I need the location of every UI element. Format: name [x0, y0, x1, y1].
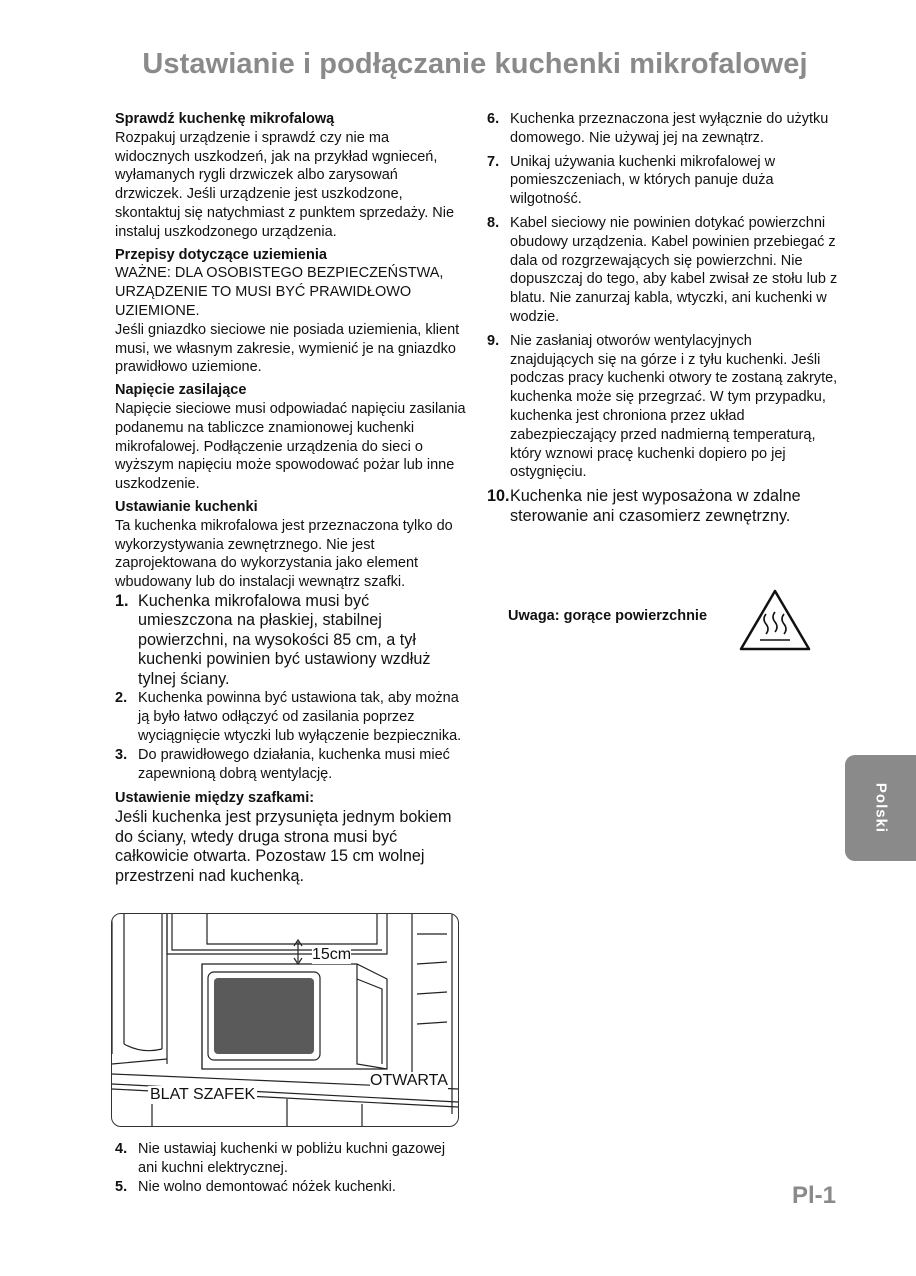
list-item: 10. Kuchenka nie jest wyposażona w zdalne sterowanie ani czasomierz zewnętrzny. — [487, 487, 801, 525]
list-item: 8. Kabel sieciowy nie powinien dotykać powierzchni obudowy urządzenia. Kabel powinien przebiegać z dala od rozgrzewających się powierzchni. Nie dopuszczaj do tego, aby kabel zwisał ze stołu lub z blatu. Nie zanurzaj kabla, wtyczki, ani kuchenki w wodzie. — [487, 214, 838, 325]
list-item: 2. Kuchenka powinna być ustawiona tak, aby można ją było łatwo odłączyć od zasilania poprzez wyciągnięcie wtyczki lub wyłączenie bezpiecznika. — [115, 690, 462, 745]
section-voltage — [115, 381, 467, 494]
section-text: Jeśli gniazdko sieciowe nie posiada uziemienia, klient musi, we własnym zakresie, wymienić je na gniazdko prawidłowo uziemione. — [115, 321, 460, 376]
bottom-list — [115, 1140, 467, 1196]
section-heading: Przepisy dotyczące uziemienia — [115, 246, 327, 263]
section-caps-text: WAŻNE: DLA OSOBISTEGO BEZPIECZEŃSTWA, URZĄDZENIE TO MUSI BYĆ PRAWIDŁOWO UZIEMIONE. — [115, 265, 444, 319]
section-grounding — [115, 246, 467, 378]
page-number: Pl-1 — [792, 1182, 837, 1209]
list-item: 7. Unikaj używania kuchenki mikrofalowej w pomieszczeniach, w których panuje duża wilgotność. — [487, 153, 776, 208]
list-item: 1. Kuchenka mikrofalowa musi być umieszczona na płaskiej, stabilnej powierzchni, na wysokości 85 cm, a tył kuchenki powinien być ustawiony wzdłuż tylnej ściany. — [115, 591, 431, 688]
hot-surface-icon — [738, 588, 812, 652]
list-item: 9. Nie zasłaniaj otworów wentylacyjnych znajdujących się na górze i z tyłu kuchenki. Jeśli podczas pracy kuchenki otwory te zostaną zakryte, kuchenka może się przegrzać. W tym przypadku, kuchenka jest chroniona przez układ zabezpieczający przed nadmierną temperaturą, który wznowi pracę kuchenki dopiero po jej ostygnięciu. — [487, 332, 838, 481]
section-between-cabinets — [115, 789, 467, 886]
right-column — [487, 110, 839, 531]
hot-surface-warning: Uwaga: gorące powierzchnie — [508, 608, 708, 624]
gap-label: 15cm — [312, 946, 352, 963]
list-item: 4. Nie ustawiaj kuchenki w pobliżu kuchni gazowej ani kuchni elektrycznej. — [115, 1141, 446, 1176]
section-placement — [115, 498, 467, 592]
list-item: 6. Kuchenka przeznaczona jest wyłącznie do użytku domowego. Nie używaj jej na zewnątrz. — [487, 111, 829, 146]
list-item: 3. Do prawidłowego działania, kuchenka musi mieć zapewnioną dobrą wentylację. — [115, 746, 450, 782]
section-text: Rozpakuj urządzenie i sprawdź czy nie ma widocznych uszkodzeń, jak na przykład wgnieceń, wyłamanych rygli drzwiczek albo zarysowań drzwiczek. Jeśli urządzenie jest uszkodzone, skontaktuj się natychmiast z punktem sprzedaży. Nie instaluj uszkodzonego urządzenia. — [115, 129, 455, 240]
open-label: OTWARTA — [370, 1072, 448, 1089]
installation-illustration — [111, 913, 459, 1127]
left-column — [115, 110, 467, 890]
section-heading: Ustawianie kuchenki — [115, 498, 258, 515]
section-check — [115, 110, 467, 242]
placement-list — [115, 592, 467, 783]
page-title: Ustawianie i podłączanie kuchenki mikrofalowej — [142, 48, 808, 80]
section-text: Napięcie sieciowe musi odpowiadać napięciu zasilania podanemu na tabliczce znamionowej kuchenki mikrofalowej. Podłączenie urządzenia do sieci o wyższym napięciu może spowodować pożar lub inne uszkodzenie. — [115, 400, 466, 493]
language-tab: Polski — [845, 755, 916, 861]
counter-label: BLAT SZAFEK — [150, 1086, 256, 1103]
safety-list — [487, 110, 839, 526]
section-text: Ta kuchenka mikrofalowa jest przeznaczona tylko do wykorzystywania zewnętrznego. Nie jest zaprojektowana do wykorzystania jako element wbudowany lub do instalacji wewnątrz szafki. — [115, 517, 453, 591]
section-heading: Sprawdź kuchenkę mikrofalową — [115, 111, 335, 127]
section-heading: Ustawienie między szafkami: — [115, 790, 315, 807]
section-heading: Napięcie zasilające — [115, 382, 247, 399]
section-text: Jeśli kuchenka jest przysunięta jednym bokiem do ściany, wtedy druga strona musi być całkowicie otwarta. Pozostaw 15 cm wolnej przestrzeni nad kuchenką. — [115, 808, 452, 885]
list-item: 5. Nie wolno demontować nóżek kuchenki. — [115, 1178, 396, 1195]
